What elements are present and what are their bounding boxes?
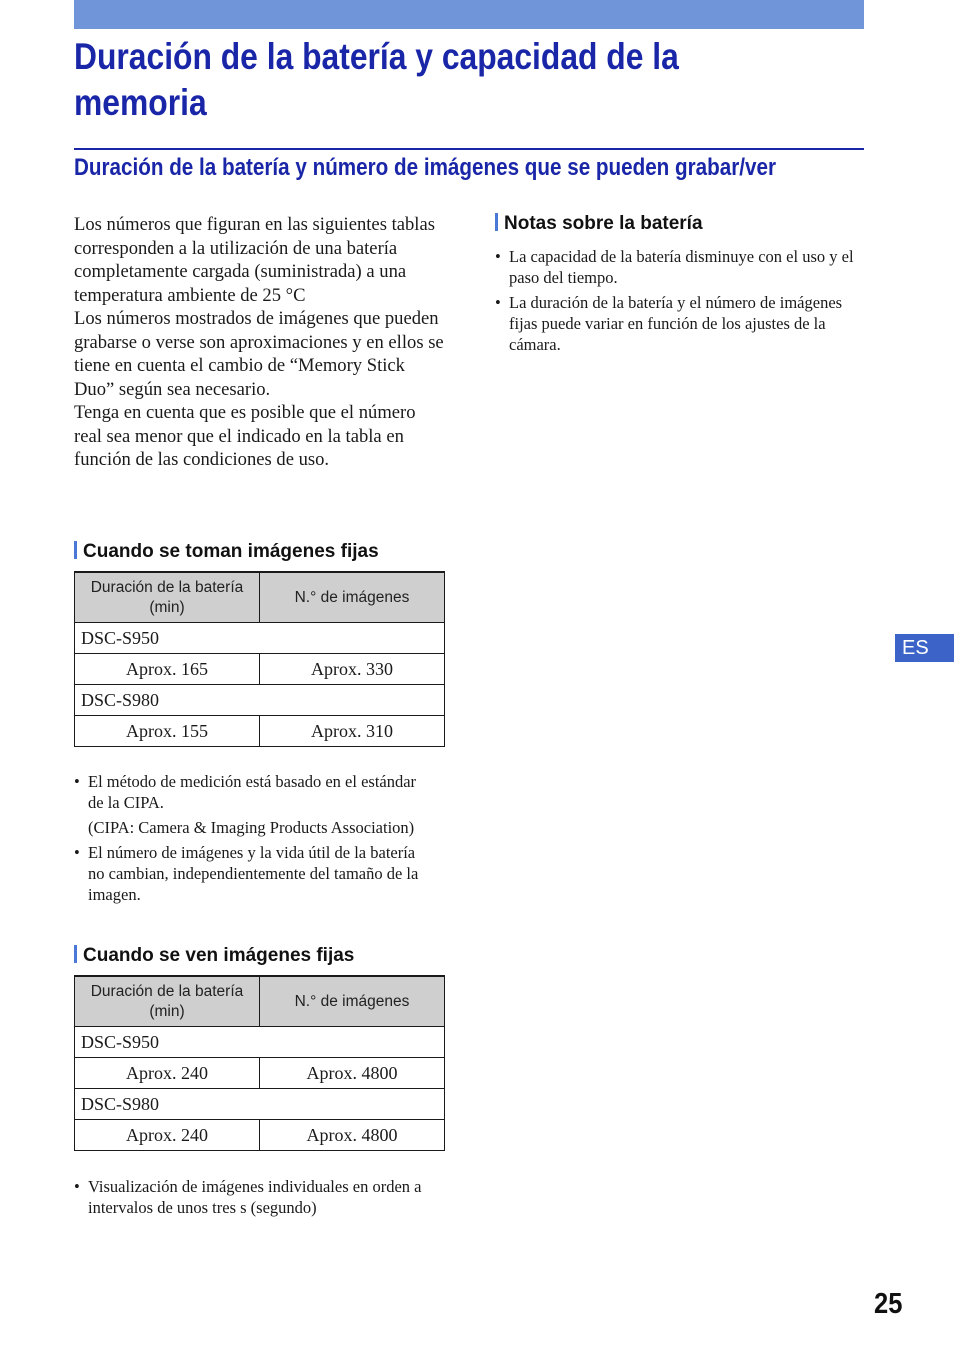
bullet-mark: • [74,843,80,862]
model-cell: DSC-S950 [75,623,445,654]
column-header-images: N.° de imágenes [260,976,445,1027]
bullet-mark: • [495,293,501,312]
bullet-mark: • [74,772,80,791]
note-text: La capacidad de la batería disminuye con el uso y el paso del tiempo. [509,247,854,287]
note-text: La duración de la batería y el número de imágenes fijas puede variar en función de los ajustes de la cámara. [509,293,843,354]
viewing-table [74,975,445,1151]
table-row [75,623,445,654]
bullet-mark: • [74,1177,80,1196]
images-cell: Aprox. 4800 [260,1120,445,1151]
model-cell: DSC-S980 [75,1089,445,1120]
duration-cell: Aprox. 165 [75,654,260,685]
note-text: El número de imágenes y la vida útil de la batería no cambian, independientemente del tamaño de la imagen. [88,843,419,904]
note-item [74,771,434,813]
section-title: Duración de la batería y número de imágenes que se pueden grabar/ver [74,154,777,181]
viewing-notes [74,1176,434,1222]
images-cell: Aprox. 4800 [260,1058,445,1089]
bullet-mark: • [495,247,501,266]
images-cell: Aprox. 310 [260,716,445,747]
duration-cell: Aprox. 240 [75,1120,260,1151]
table-row [75,1058,445,1089]
recording-notes [74,771,434,909]
table-row [75,1120,445,1151]
recording-table [74,571,445,747]
subheading-label: Cuando se toman imágenes fijas [83,541,379,562]
note-subtext: (CIPA: Camera & Imaging Products Association) [88,818,415,837]
column-header-duration: Duración de la batería (min) [75,976,260,1027]
note-item [74,842,434,905]
intro-paragraph: Los números mostrados de imágenes que pueden grabarse o verse son aproximaciones y en ellos se tiene en cuenta el cambio de “Memory Stick Duo” según sea necesario. [74,308,444,400]
model-cell: DSC-S980 [75,685,445,716]
table-row [75,685,445,716]
title-divider [74,148,864,150]
table-row [75,1089,445,1120]
table-row [75,654,445,685]
table-header-row [75,572,445,623]
column-header-duration: Duración de la batería (min) [75,572,260,623]
duration-cell: Aprox. 240 [75,1058,260,1089]
note-item [495,246,865,288]
battery-notes-list [495,246,865,359]
page-title: Duración de la batería y capacidad de la memoria [74,36,679,123]
heading-marker [74,541,77,559]
heading-marker [74,945,77,963]
subheading-label: Notas sobre la batería [504,213,703,234]
intro-text [74,213,444,472]
note-item [495,292,865,355]
table-row [75,1027,445,1058]
subheading-label: Cuando se ven imágenes fijas [83,945,355,966]
heading-marker [495,213,498,231]
language-tab: ES [895,634,954,662]
page-number: 25 [874,1288,903,1320]
duration-cell: Aprox. 155 [75,716,260,747]
subheading-viewing [74,944,354,968]
intro-paragraph: Los números que figuran en las siguientes tablas corresponden a la utilización de una batería completamente cargada (suministrada) a una temperatura ambiente de 25 °C [74,214,435,306]
note-text: Visualización de imágenes individuales en orden a intervalos de unos tres s (segundo) [88,1177,422,1217]
note-item [74,1176,434,1218]
subheading-recording [74,540,379,564]
note-text: El método de medición está basado en el estándar de la CIPA. [88,772,417,812]
model-cell: DSC-S950 [75,1027,445,1058]
top-color-band [74,0,864,29]
column-header-images: N.° de imágenes [260,572,445,623]
intro-paragraph: Tenga en cuenta que es posible que el número real sea menor que el indicado en la tabla en función de las condiciones de uso. [74,402,416,470]
subheading-battery-notes [495,212,703,236]
table-row [75,716,445,747]
table-header-row [75,976,445,1027]
images-cell: Aprox. 330 [260,654,445,685]
